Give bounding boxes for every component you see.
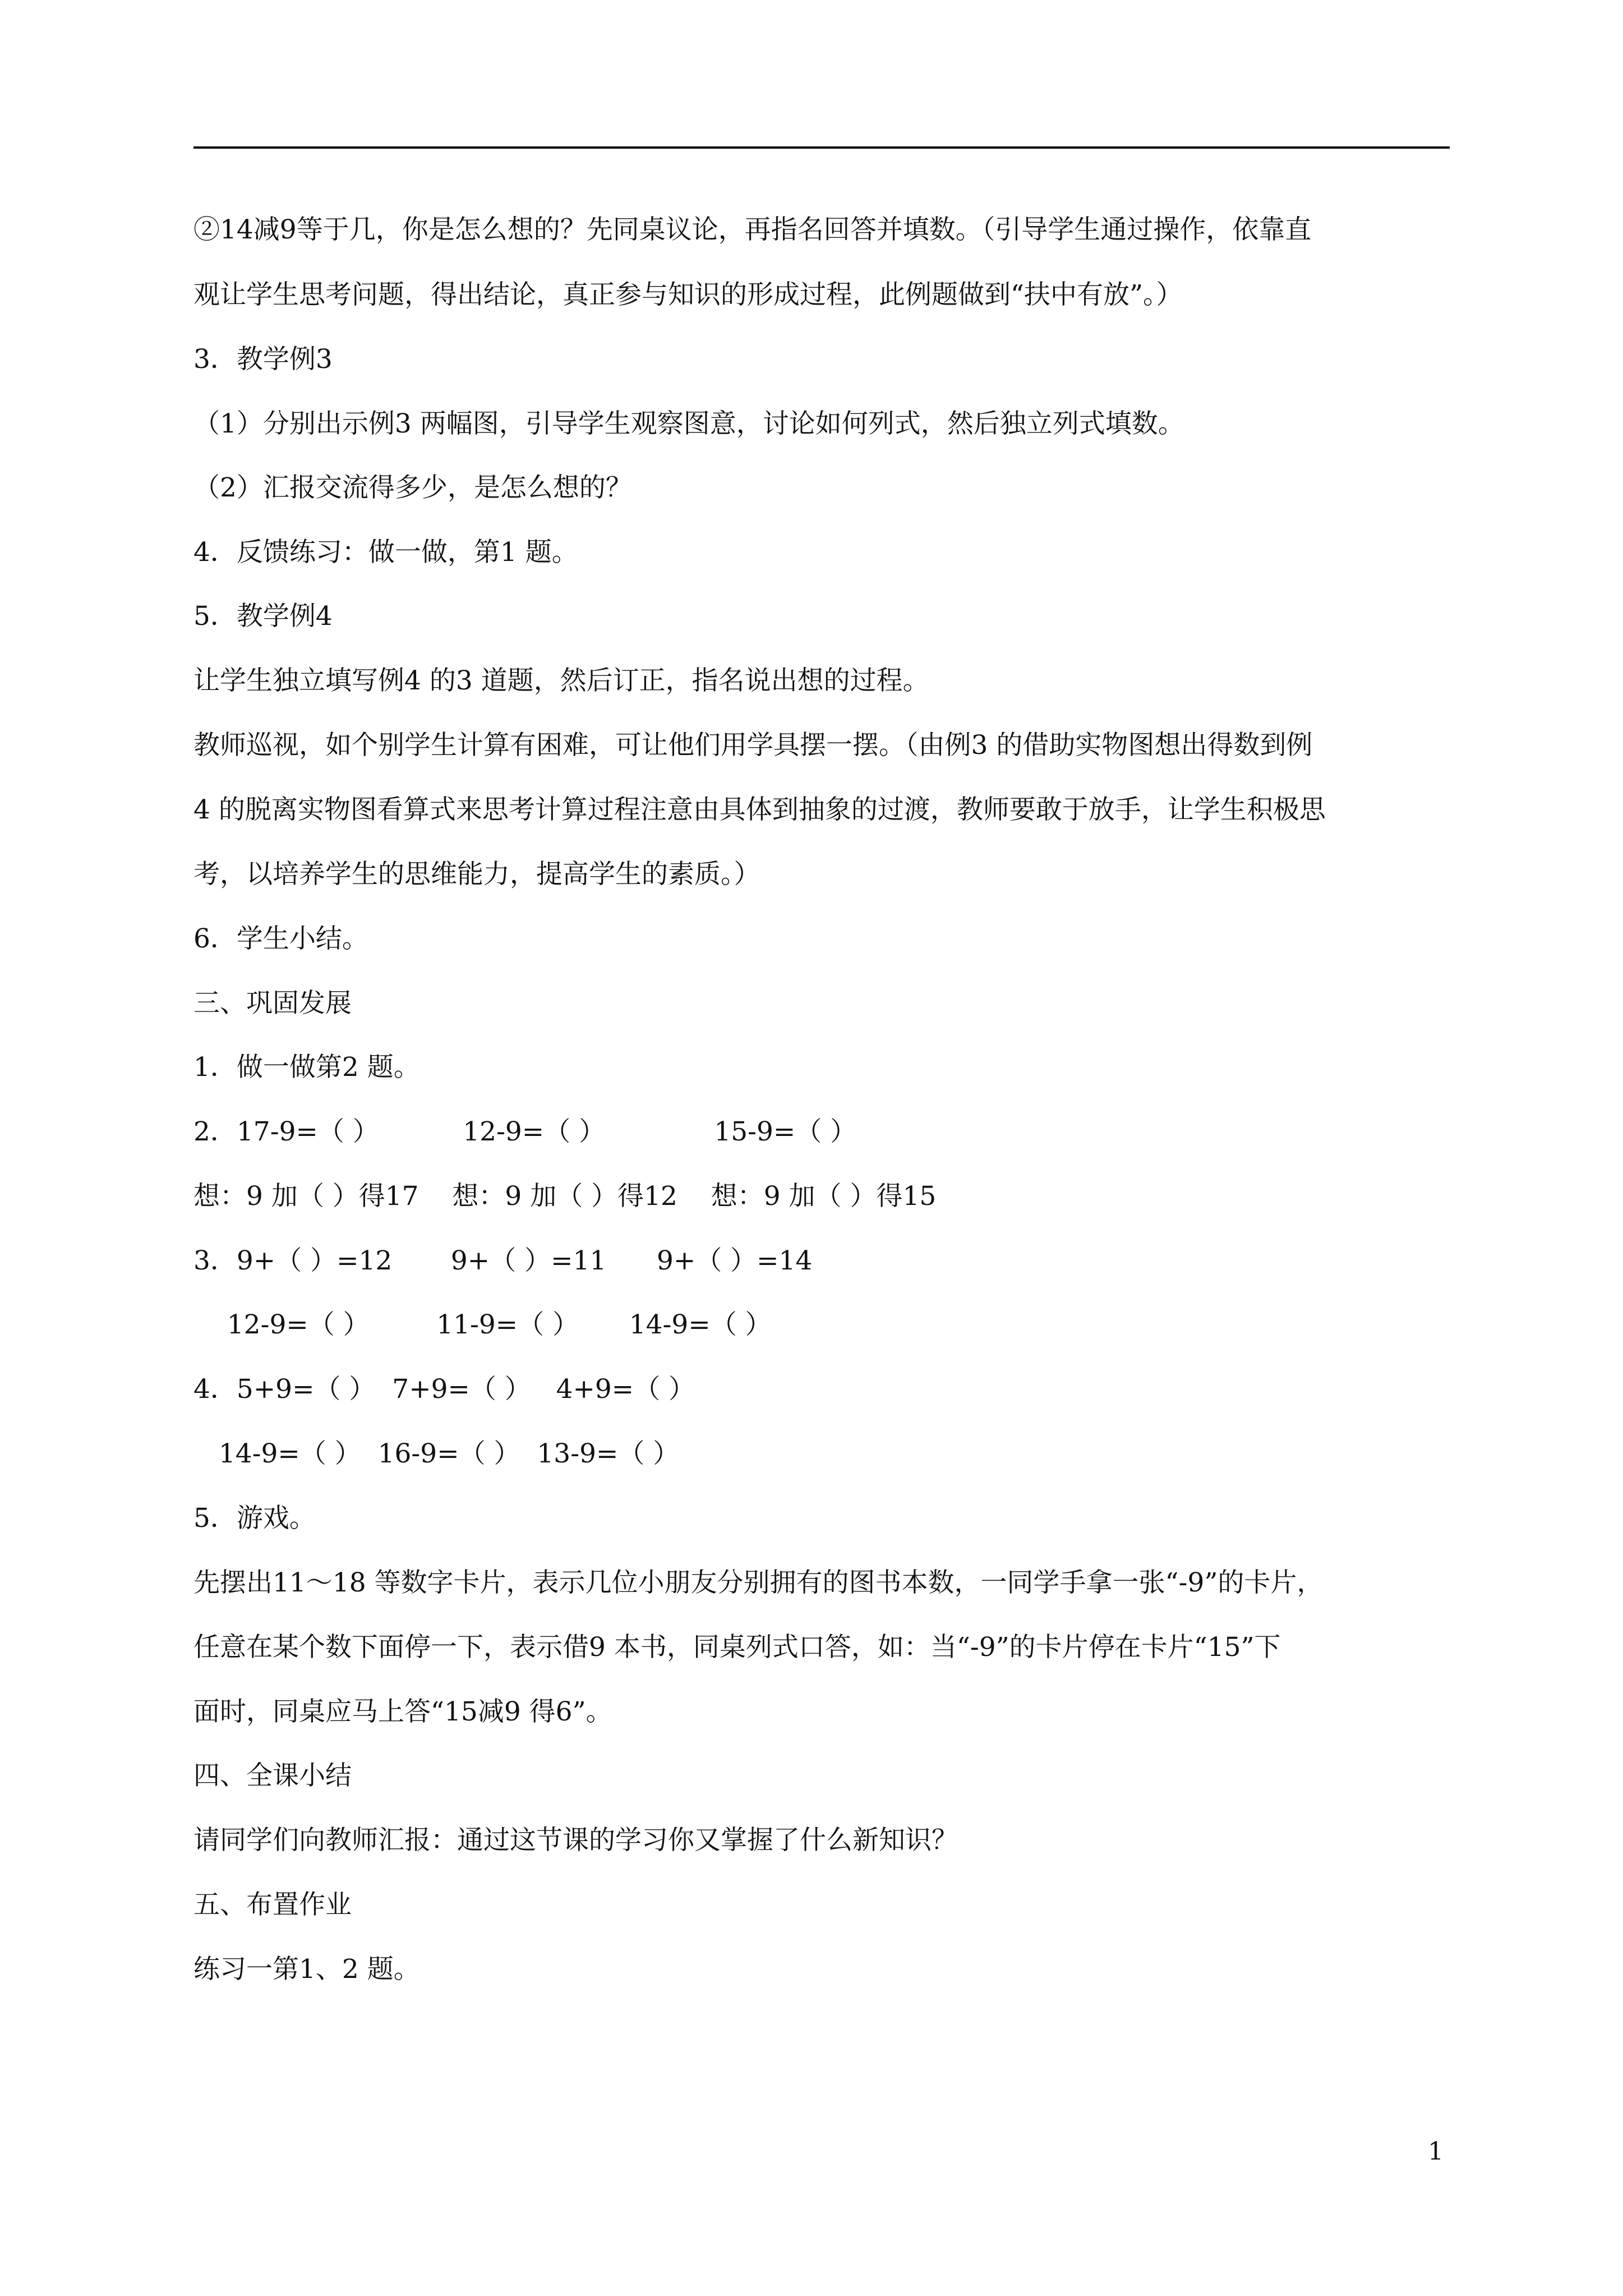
text-line: ②14减9等于几，你是怎么想的？先同桌议论，再指名回答并填数。（引导学生通过操作，依靠直: [193, 214, 1312, 245]
text-line: （1）分别出示例3 两幅图，引导学生观察图意，讨论如何列式，然后独立列式填数。: [193, 408, 1184, 439]
exercise-line: 14-9=（ ） 16-9=（ ） 13-9=（ ）: [193, 1438, 680, 1469]
exercise-line: 想：9 加（ ）得17 想：9 加（ ）得12 想：9 加（ ）得15: [193, 1181, 937, 1212]
section-heading: 五、布置作业: [193, 1889, 352, 1920]
text-line: 练习一第1、2 题。: [193, 1954, 420, 1985]
text-line: 4 的脱离实物图看算式来思考计算过程注意由具体到抽象的过渡，教师要敢于放手，让学生积极思: [193, 794, 1326, 825]
section-heading: 6．学生小结。: [193, 923, 368, 954]
text-line: 考，以培养学生的思维能力，提高学生的素质。）: [193, 859, 760, 890]
section-heading: 3．教学例3: [193, 344, 333, 375]
exercise-line: 12-9=（ ） 11-9=（ ） 14-9=（ ）: [193, 1309, 772, 1340]
text-line: （2）汇报交流得多少，是怎么想的？: [193, 472, 632, 503]
page-number: 1: [1428, 2137, 1444, 2166]
section-heading: 三、巩固发展: [193, 988, 352, 1019]
exercise-line: 3．9+（ ）=12 9+（ ）=11 9+（ ）=14: [193, 1245, 813, 1276]
exercise-line: 4．5+9=（ ） 7+9=（ ） 4+9=（ ）: [193, 1374, 695, 1405]
text-line: 先摆出11～18 等数字卡片，表示几位小朋友分别拥有的图书本数，一同学手拿一张“-9”的卡片，: [193, 1567, 1324, 1598]
text-line: 教师巡视，如个别学生计算有困难，可让他们用学具摆一摆。（由例3 的借助实物图想出得数到例: [193, 730, 1313, 761]
exercise-line: 2．17-9=（ ） 12-9=（ ） 15-9=（ ）: [193, 1116, 857, 1147]
section-heading: 四、全课小结: [193, 1760, 352, 1791]
section-heading: 5．教学例4: [193, 601, 333, 632]
header-rule: [193, 146, 1450, 149]
text-line: 请同学们向教师汇报：通过这节课的学习你又掌握了什么新知识？: [193, 1825, 958, 1856]
text-line: 任意在某个数下面停一下，表示借9 本书，同桌列式口答，如：当“-9”的卡片停在卡片“15”下: [193, 1632, 1281, 1663]
text-line: 1．做一做第2 题。: [193, 1052, 420, 1083]
section-heading: 4．反馈练习：做一做，第1 题。: [193, 537, 578, 568]
text-line: 让学生独立填写例4 的3 道题，然后订正，指名说出想的过程。: [193, 665, 929, 696]
text-line: 观让学生思考问题，得出结论，真正参与知识的形成过程，此例题做到“扶中有放”。）: [193, 279, 1183, 310]
text-line: 面时，同桌应马上答“15减9 得6”。: [193, 1696, 612, 1727]
section-heading: 5．游戏。: [193, 1503, 316, 1534]
